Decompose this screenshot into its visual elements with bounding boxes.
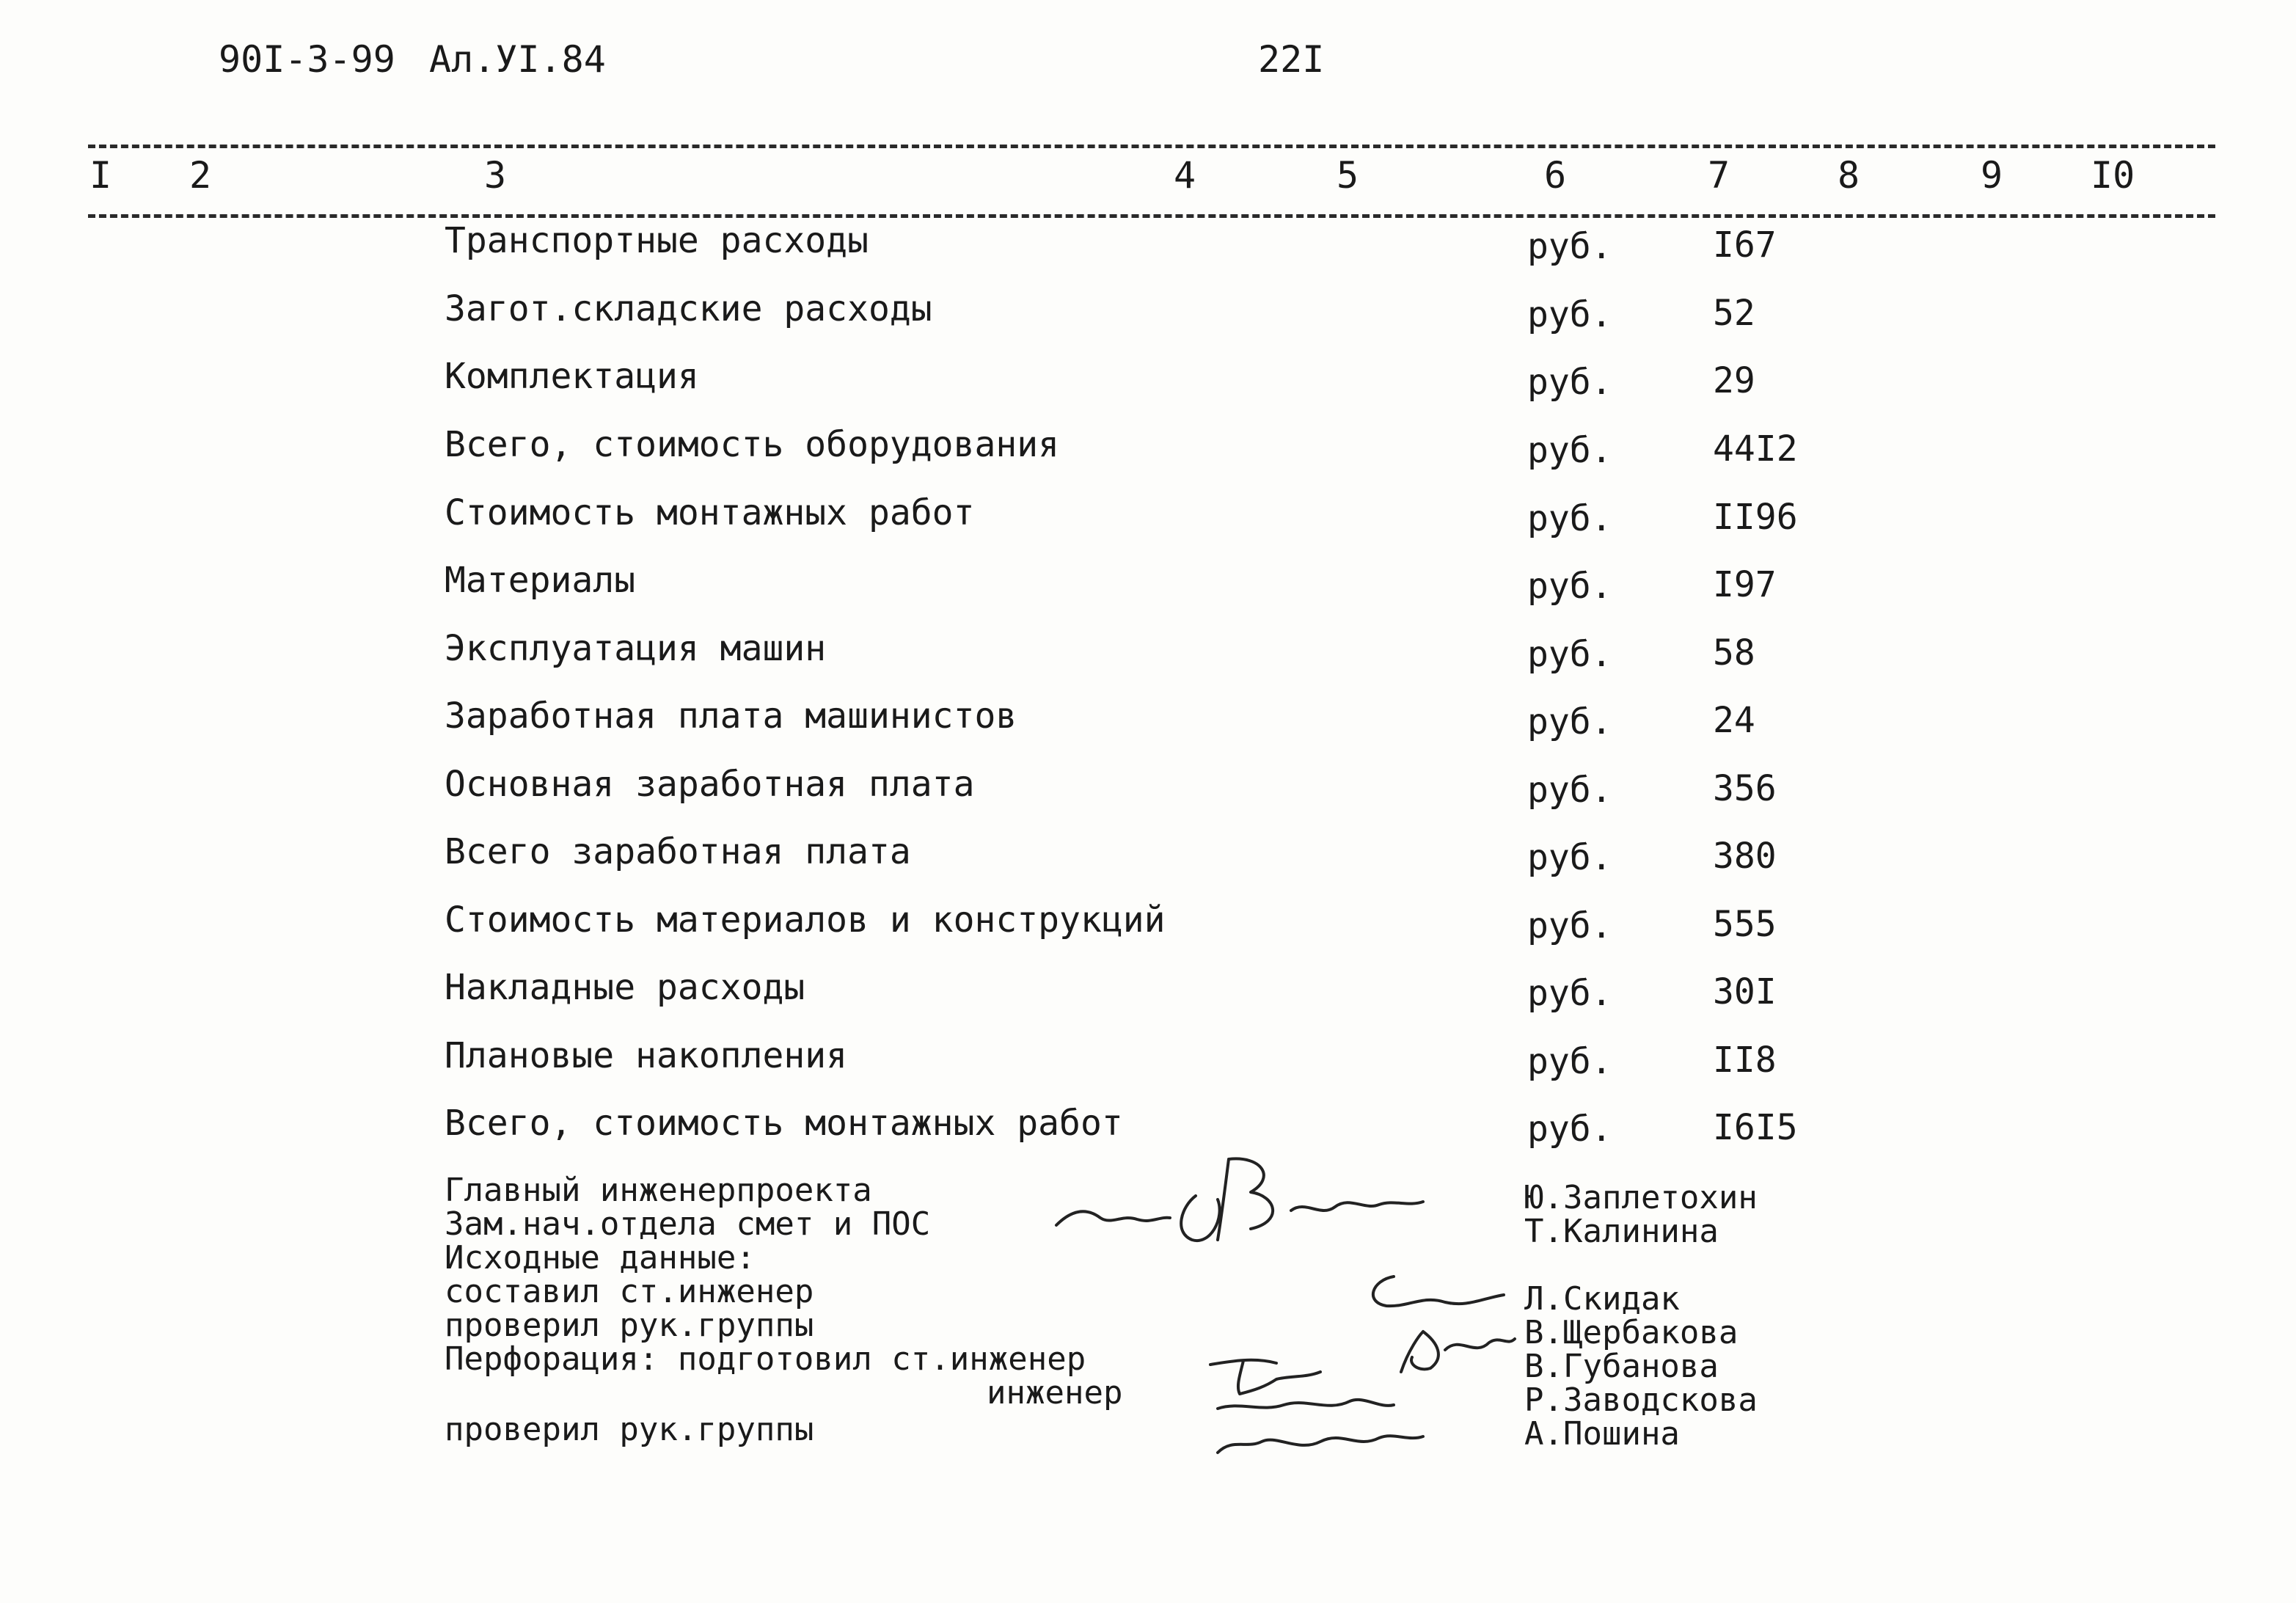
- row-value: 380: [1713, 836, 1777, 877]
- column-number: 6: [1544, 154, 1567, 197]
- row-value: I97: [1713, 564, 1777, 605]
- column-number: I0: [2091, 154, 2135, 197]
- row-label: Основная заработная плата: [445, 764, 975, 805]
- signer-role: проверил рук.группы: [445, 1307, 814, 1344]
- signer-role: Главный инженерпроекта: [445, 1172, 872, 1209]
- row-unit: руб.: [1527, 362, 1612, 403]
- row-unit: руб.: [1527, 770, 1612, 811]
- row-unit: руб.: [1527, 905, 1612, 946]
- column-number: 7: [1708, 154, 1730, 197]
- signer-role: проверил рук.группы: [445, 1411, 814, 1448]
- signer-name: В.Губанова: [1524, 1348, 1719, 1385]
- row-label: Эксплуатация машин: [445, 628, 827, 669]
- signer-role: инженер: [987, 1374, 1123, 1412]
- row-label: Стоимость материалов и конструкций: [445, 899, 1166, 941]
- row-unit: руб.: [1527, 837, 1612, 878]
- row-value: I6I5: [1713, 1107, 1798, 1148]
- row-unit: руб.: [1527, 1041, 1612, 1082]
- album-code: Ал.УI.84: [429, 38, 606, 81]
- row-unit: руб.: [1527, 430, 1612, 471]
- row-unit: руб.: [1527, 498, 1612, 539]
- column-number: 8: [1838, 154, 1860, 197]
- signer-name: Р.Заводскова: [1524, 1381, 1758, 1419]
- row-label: Всего заработная плата: [445, 831, 911, 872]
- table-header-rule: [88, 214, 2215, 218]
- row-value: 58: [1713, 632, 1755, 673]
- handwritten-signature: [1203, 1350, 1452, 1460]
- row-unit: руб.: [1527, 634, 1612, 675]
- row-label: Материалы: [445, 560, 636, 601]
- signer-name: А.Пошина: [1524, 1415, 1680, 1453]
- row-value: II8: [1713, 1040, 1777, 1081]
- handwritten-signature: [1042, 1137, 1438, 1255]
- document-code: 90I-3-99: [219, 38, 395, 81]
- signer-name: В.Щербакова: [1524, 1314, 1739, 1351]
- column-number: 2: [189, 154, 212, 197]
- row-unit: руб.: [1527, 1109, 1612, 1150]
- row-value: I67: [1713, 224, 1777, 266]
- column-number: 4: [1174, 154, 1196, 197]
- row-label: Комплектация: [445, 356, 699, 397]
- row-unit: руб.: [1527, 973, 1612, 1014]
- row-value: 30I: [1713, 971, 1777, 1012]
- row-label: Транспортные расходы: [445, 220, 869, 261]
- column-number: 9: [1981, 154, 2003, 197]
- row-label: Плановые накопления: [445, 1035, 848, 1076]
- row-label: Всего, стоимость монтажных работ: [445, 1103, 1123, 1144]
- signer-role: Перфорация: подготовил ст.инженер: [445, 1340, 1086, 1378]
- row-unit: руб.: [1527, 294, 1612, 335]
- page-number: 22I: [1258, 38, 1325, 81]
- row-value: II96: [1713, 497, 1798, 538]
- column-number: 3: [484, 154, 507, 197]
- row-unit: руб.: [1527, 566, 1612, 607]
- row-label: Заработная плата машинистов: [445, 695, 1017, 737]
- row-unit: руб.: [1527, 701, 1612, 742]
- row-label: Накладные расходы: [445, 967, 805, 1008]
- row-label: Стоимость монтажных работ: [445, 492, 975, 533]
- row-label: Всего, стоимость оборудования: [445, 424, 1060, 465]
- row-label: Загот.складские расходы: [445, 288, 932, 329]
- section-label: Исходные данные:: [445, 1239, 756, 1277]
- signer-role: Зам.нач.отдела смет и ПОС: [445, 1205, 931, 1243]
- row-unit: руб.: [1527, 226, 1612, 267]
- table-top-rule: [88, 145, 2215, 148]
- row-value: 29: [1713, 360, 1755, 401]
- signer-name: Т.Калинина: [1524, 1213, 1719, 1250]
- row-value: 44I2: [1713, 428, 1798, 470]
- column-number: 5: [1337, 154, 1359, 197]
- signer-name: Л.Скидак: [1524, 1280, 1680, 1318]
- row-value: 52: [1713, 293, 1755, 334]
- signer-role: составил ст.инженер: [445, 1273, 814, 1310]
- row-value: 356: [1713, 768, 1777, 809]
- signer-name: Ю.Заплетохин: [1524, 1179, 1758, 1216]
- row-value: 555: [1713, 904, 1777, 945]
- row-value: 24: [1713, 700, 1755, 741]
- column-number: I: [89, 154, 112, 197]
